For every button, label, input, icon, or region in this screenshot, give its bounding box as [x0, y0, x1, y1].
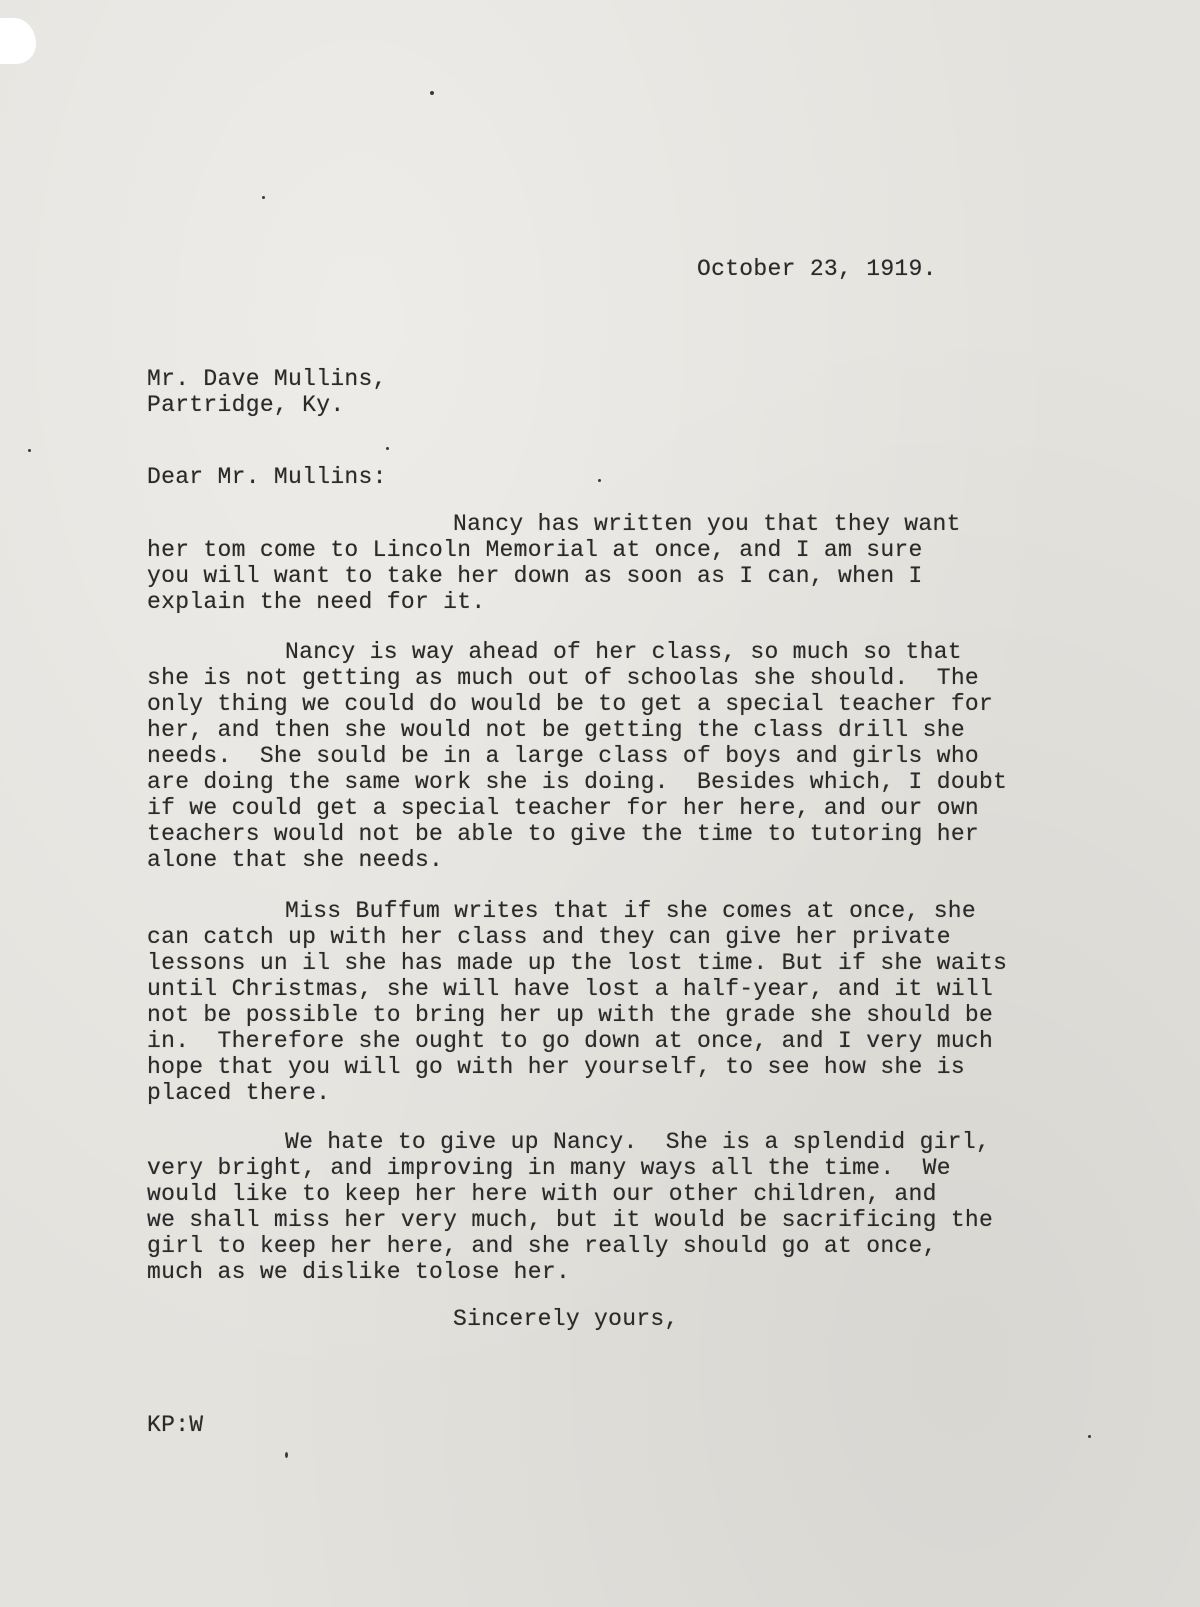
paragraph-line: in. Therefore she ought to go down at once, and I very much [147, 1028, 994, 1054]
letter-date: October 23, 1919. [697, 256, 937, 282]
paragraph-1 [147, 511, 961, 615]
paragraph-line: not be possible to bring her up with the grade she should be [147, 1002, 994, 1028]
paragraph-line: her, and then she would not be getting the class drill she [147, 717, 965, 743]
paragraph-line: can catch up with her class and they can give her private [147, 924, 951, 950]
paragraph-line: you will want to take her down as soon as I can, when I [147, 563, 923, 589]
paragraph-line: teachers would not be able to give the time to tutoring her [147, 821, 980, 847]
salutation: Dear Mr. Mullins: [147, 464, 387, 490]
paragraph-line: only thing we could do would be to get a special teacher for [147, 691, 994, 717]
paragraph-line: would like to keep her here with our other children, and [147, 1181, 937, 1207]
paragraph-line: alone that she needs. [147, 847, 444, 873]
closing: Sincerely yours, [453, 1306, 679, 1332]
paragraph-line: Nancy has written you that they want [453, 511, 961, 537]
paragraph-line: she is not getting as much out of schoolas she should. The [147, 665, 980, 691]
paragraph-line: much as we dislike tolose her. [147, 1259, 571, 1285]
paragraph-line: if we could get a special teacher for her here, and our own [147, 795, 980, 821]
ink-speck [598, 479, 601, 482]
paragraph-line: explain the need for it. [147, 589, 486, 615]
ink-speck [28, 449, 31, 452]
paragraph-line: we shall miss her very much, but it would be sacrificing the [147, 1207, 994, 1233]
paragraph-line: very bright, and improving in many ways all the time. We [147, 1155, 951, 1181]
ink-speck [1088, 1435, 1091, 1438]
ink-speck [262, 196, 265, 199]
paragraph-line: girl to keep her here, and she really should go at once, [147, 1233, 937, 1259]
paragraph-4 [147, 1129, 993, 1285]
recipient-name: Mr. Dave Mullins, [147, 366, 387, 392]
paragraph-3 [147, 898, 1007, 1106]
paragraph-2 [147, 639, 1007, 873]
recipient-location: Partridge, Ky. [147, 392, 345, 418]
paragraph-line: are doing the same work she is doing. Besides which, I doubt [147, 769, 1008, 795]
paragraph-line: hope that you will go with her yourself, to see how she is [147, 1054, 965, 1080]
paragraph-line: needs. She sould be in a large class of boys and girls who [147, 743, 980, 769]
paragraph-line: placed there. [147, 1080, 331, 1106]
paragraph-line: Miss Buffum writes that if she comes at once, she [285, 898, 977, 924]
paragraph-line: Nancy is way ahead of her class, so much so that [285, 639, 962, 665]
paragraph-line: until Christmas, she will have lost a half-year, and it will [147, 976, 994, 1002]
paragraph-line: We hate to give up Nancy. She is a splendid girl, [285, 1129, 991, 1155]
paragraph-line: her tom come to Lincoln Memorial at once, and I am sure [147, 537, 923, 563]
typist-initials: KP:W [147, 1412, 204, 1438]
torn-corner [0, 18, 36, 64]
paragraph-line: lessons un il she has made up the lost time. But if she waits [147, 950, 1008, 976]
ink-speck [430, 91, 434, 95]
ink-speck [285, 1452, 288, 1458]
ink-speck [386, 447, 389, 450]
